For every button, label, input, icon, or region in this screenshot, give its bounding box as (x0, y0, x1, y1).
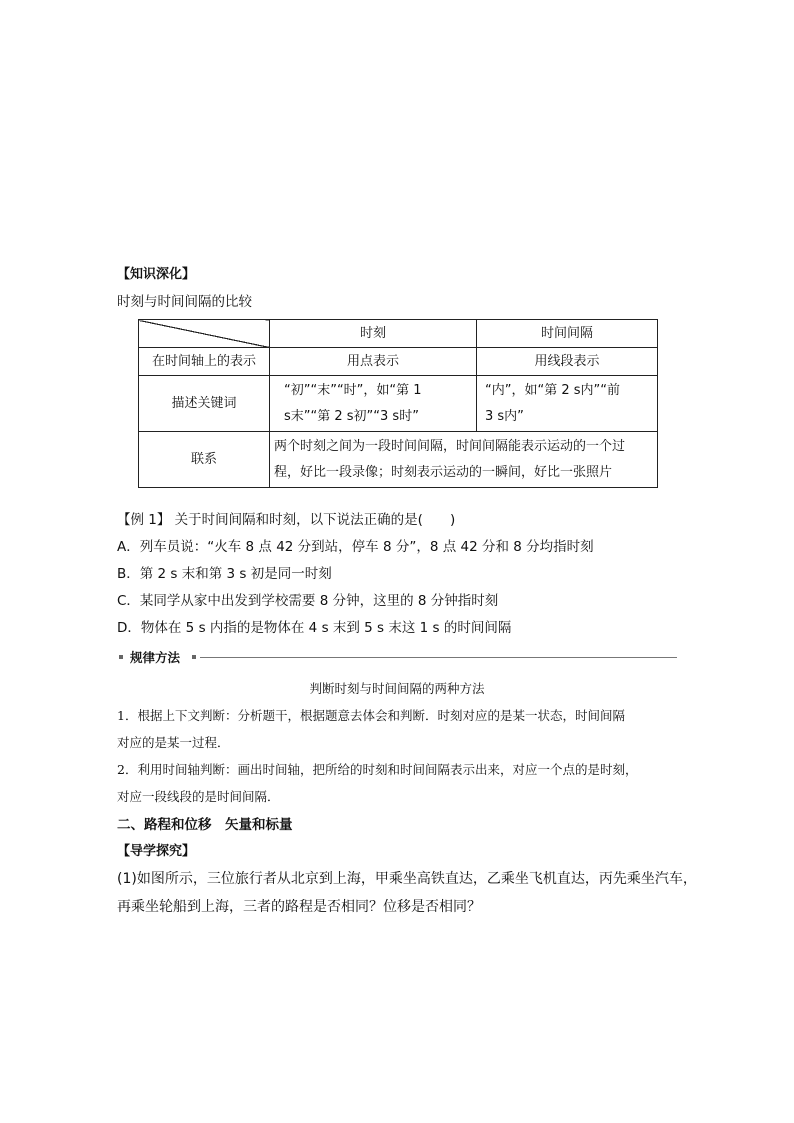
method-title: 判断时刻与时间间隔的两种方法 (309, 681, 485, 696)
option-b: B．第 2 s 末和第 3 s 初是同一时刻 (117, 566, 332, 582)
method-divider (117, 650, 677, 664)
method-item2-line1: 2．利用时间轴判断：画出时间轴，把所给的时刻和时间间隔表示出来，对应一个点的是时刻， (117, 762, 638, 777)
example-question: 【例 1】 关于时间间隔和时刻，以下说法正确的是( ) (117, 512, 456, 528)
table-header-row (139, 320, 658, 348)
cell-text-line: 两个时刻之间为一段时间间隔，时间间隔能表示运动的一个过 (274, 438, 626, 454)
option-c: C．某同学从家中出发到学校需要 8 分钟，这里的 8 分钟指时刻 (117, 593, 499, 609)
square-bullet-icon (119, 655, 123, 659)
method-item2-line2: 对应一段线段的是时间间隔． (117, 789, 280, 804)
cell-moment-timeline: 用点表示 (270, 348, 477, 376)
cell-relation (270, 432, 658, 488)
option-d: D．物体在 5 s 内指的是物体在 4 s 末到 5 s 末这 1 s 的时间间隔 (117, 620, 512, 636)
knowledge-heading: 【知识深化】 (117, 267, 196, 282)
header-moment: 时刻 (270, 320, 477, 348)
diagonal-header-cell (139, 320, 270, 348)
cell-text-line: “内”，如“第 2 s内”“前 (485, 382, 620, 398)
cell-interval-keywords (477, 376, 658, 432)
row-label-timeline: 在时间轴上的表示 (139, 348, 270, 376)
cell-text-line: s末”“第 2 s初”“3 s时” (284, 408, 419, 424)
comparison-subtitle: 时刻与时间间隔的比较 (117, 294, 252, 310)
divider-rule (200, 657, 677, 658)
section2-heading: 二、路程和位移 矢量和标量 (117, 817, 293, 833)
question1-line1: (1)如图所示，三位旅行者从北京到上海，甲乘坐高铁直达，乙乘坐飞机直达，丙先乘坐汽车， (117, 871, 697, 887)
cell-text-line: 程，好比一段录像；时刻表示运动的一瞬间，好比一张照片 (274, 464, 613, 480)
question1-line2: 再乘坐轮船到上海，三者的路程是否相同？位移是否相同？ (117, 899, 481, 915)
method-label: 规律方法 (130, 650, 181, 665)
square-bullet-icon (192, 655, 196, 659)
method-item1-line1: 1．根据上下文判断：分析题干，根据题意去体会和判断．时刻对应的是某一状态，时间间隔 (117, 708, 625, 723)
method-item1-line2: 对应的是某一过程． (117, 735, 230, 750)
comparison-table (138, 319, 658, 488)
cell-interval-timeline: 用线段表示 (477, 348, 658, 376)
row-label-relation: 联系 (139, 432, 270, 488)
cell-moment-keywords (270, 376, 477, 432)
cell-text-line: 3 s内” (485, 408, 524, 424)
table-row (139, 348, 658, 376)
option-a: A．列车员说：“火车 8 点 42 分到站，停车 8 分”，8 点 42 分和 8 分均指时刻 (117, 539, 594, 555)
table-row (139, 376, 658, 432)
header-interval: 时间间隔 (477, 320, 658, 348)
cell-text-line: “初”“末”“时”，如“第 1 (284, 382, 422, 398)
guide-heading: 【导学探究】 (117, 844, 196, 859)
row-label-keywords: 描述关键词 (139, 376, 270, 432)
table-row (139, 432, 658, 488)
